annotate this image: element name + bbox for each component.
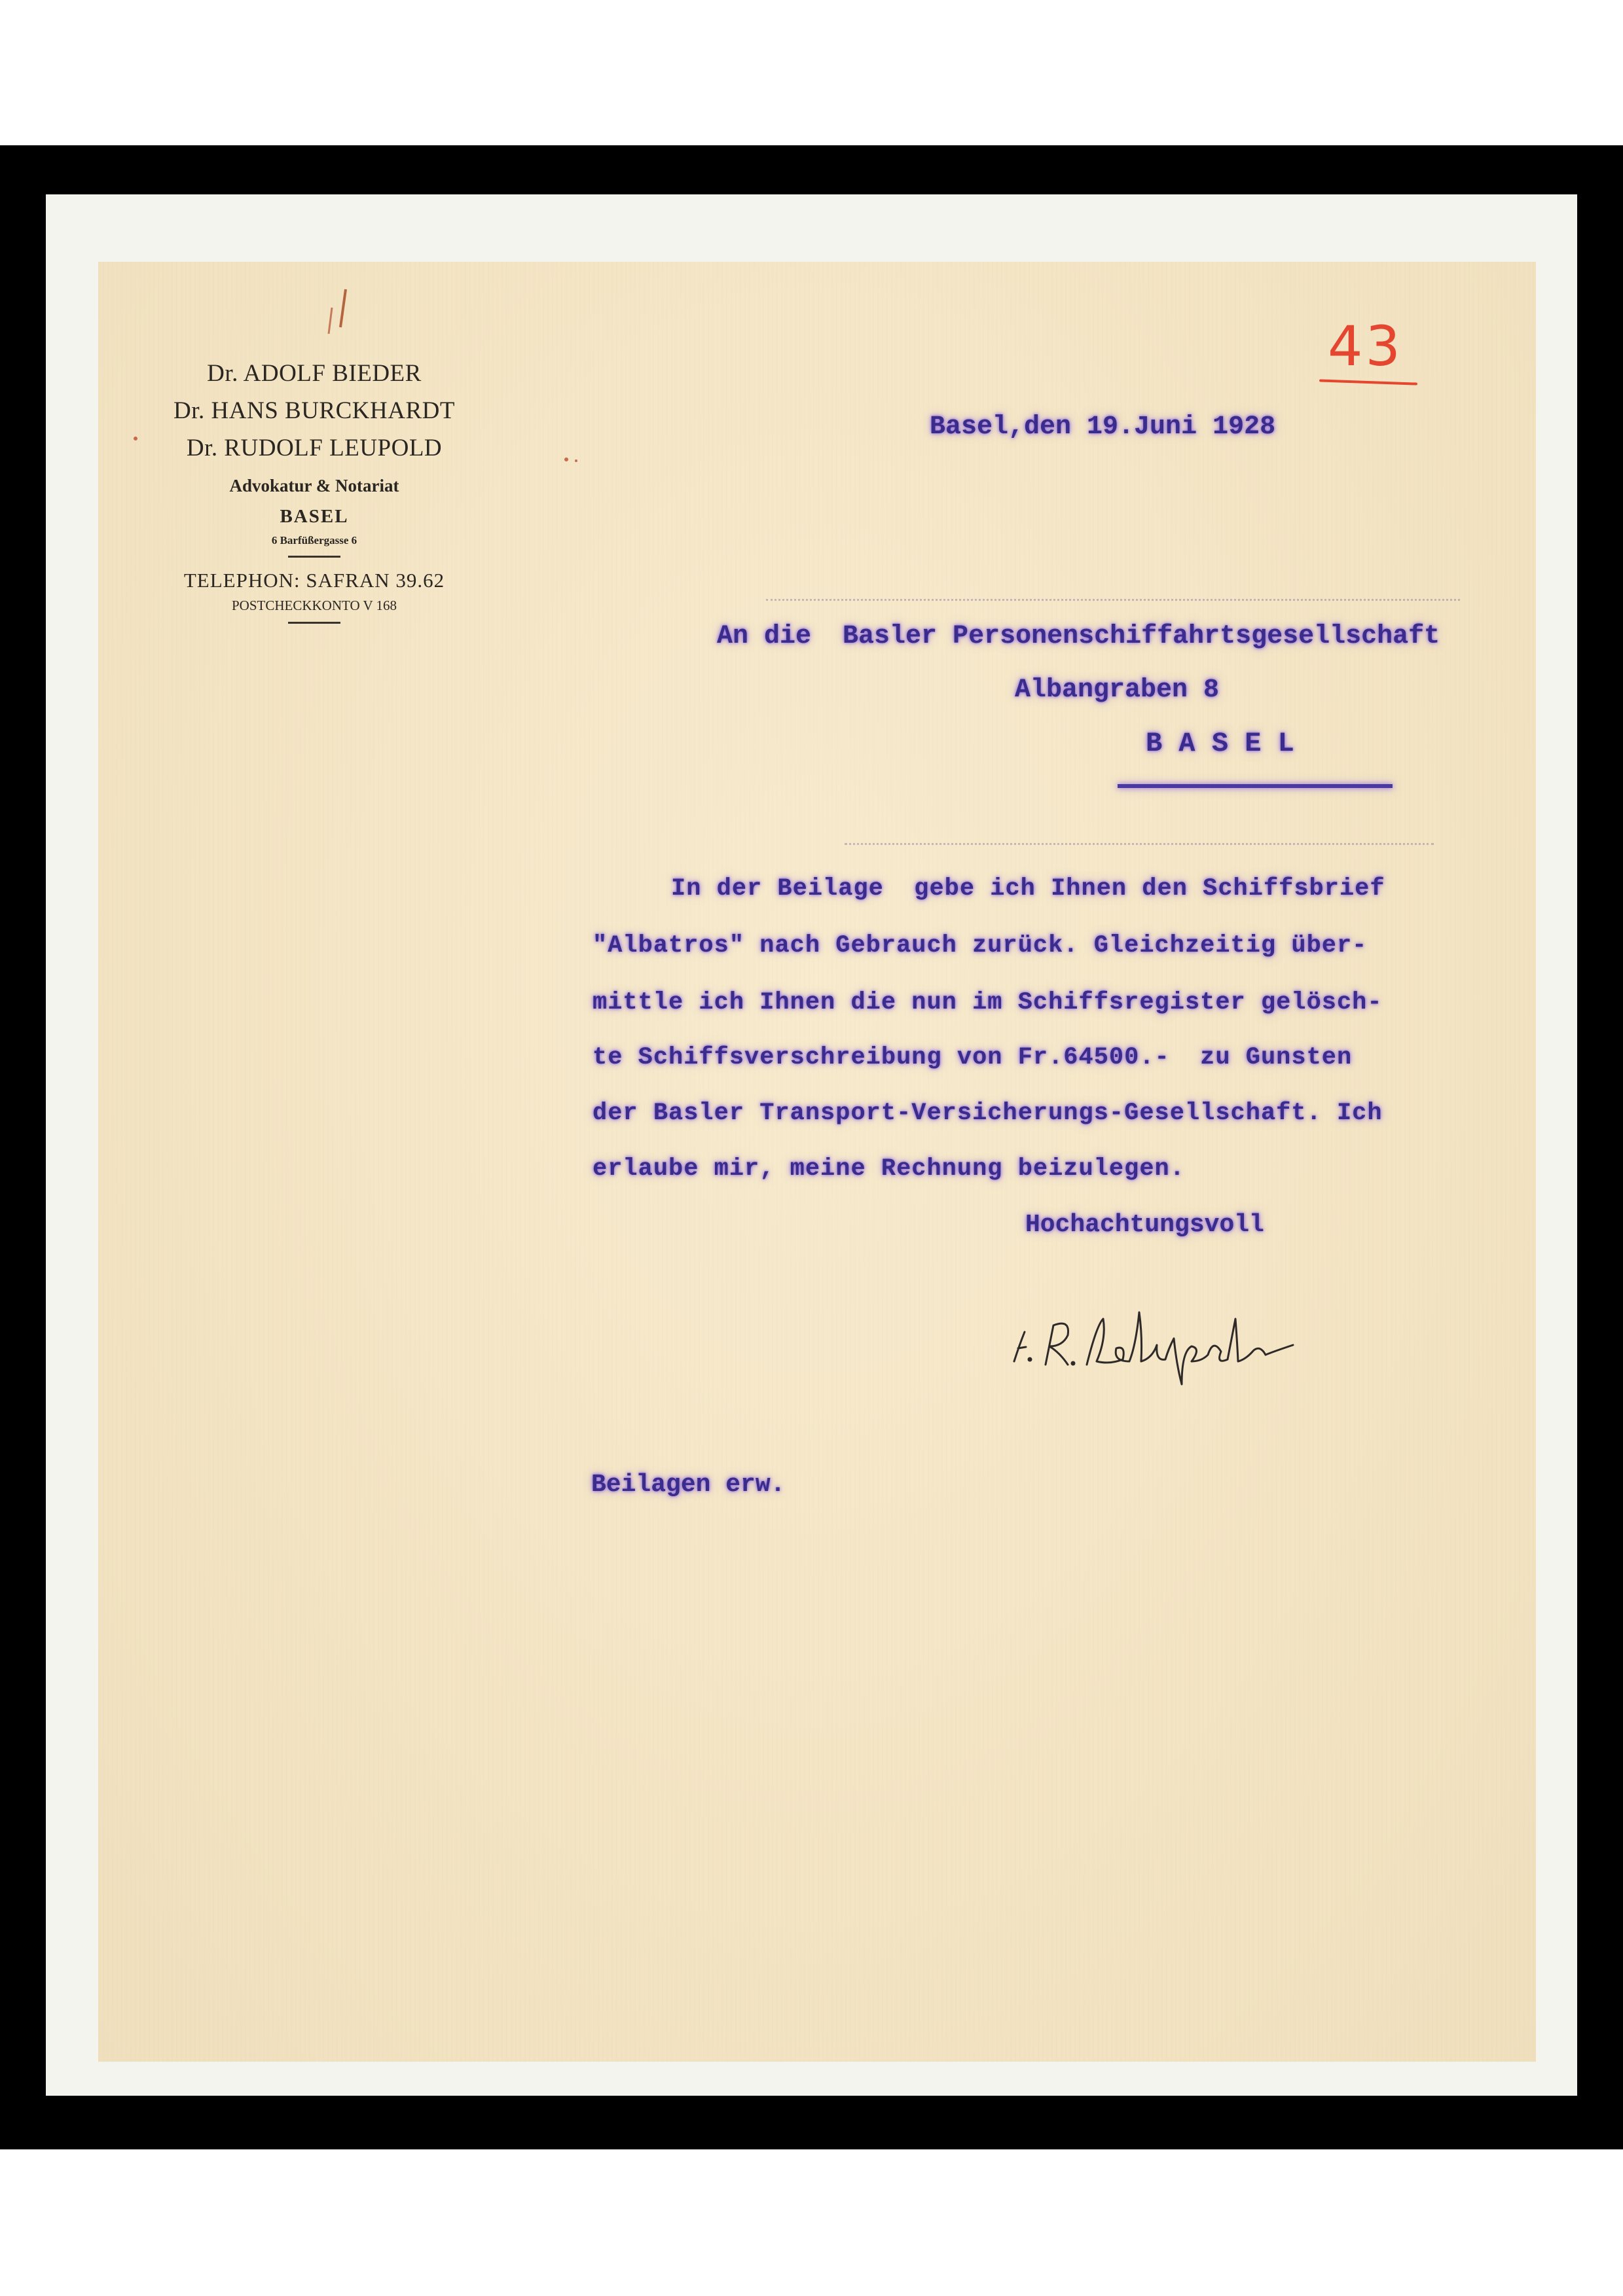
archive-number-underline	[1319, 379, 1417, 385]
letter-paper	[98, 262, 1536, 2062]
dotted-rule	[766, 599, 1460, 601]
rust-spot	[134, 437, 137, 440]
letterhead-city: BASEL	[280, 506, 349, 527]
recipient-company: An die Basler Personenschiffahrtsgesellschaft	[717, 622, 1440, 651]
signature	[1005, 1299, 1306, 1391]
body-line: mittle ich Ihnen die nun im Schiffsregister gelösch-	[593, 989, 1383, 1016]
rust-spot	[564, 457, 568, 461]
letterhead-divider	[288, 622, 340, 624]
letterhead	[144, 355, 484, 633]
letterhead-name: Dr. RUDOLF LEUPOLD	[186, 435, 443, 461]
closing: Hochachtungsvoll	[1025, 1211, 1264, 1239]
letterhead-street: 6 Barfüßergasse 6	[271, 534, 357, 547]
date-line: Basel,den 19.Juni 1928	[930, 412, 1276, 442]
letterhead-telephone: TELEPHON: SAFRAN 39.62	[183, 569, 445, 592]
recipient-street: Albangraben 8	[1015, 675, 1220, 705]
mount-card	[46, 194, 1577, 2096]
archive-number: 43	[1328, 314, 1403, 378]
body-line: In der Beilage gebe ich Ihnen den Schiffsbrief	[671, 875, 1385, 903]
body-line: "Albatros" nach Gebrauch zurück. Gleichzeitig über-	[593, 932, 1368, 960]
letterhead-name: Dr. HANS BURCKHARDT	[173, 397, 455, 424]
letterhead-divider	[288, 556, 340, 558]
recipient-city: B A S E L	[1146, 728, 1294, 759]
letterhead-profession: Advokatur & Notariat	[229, 476, 399, 495]
dotted-rule	[845, 843, 1434, 845]
enclosures-note: Beilagen erw.	[591, 1471, 786, 1499]
body-line: te Schiffsverschreibung von Fr.64500.- zu Gunsten	[593, 1044, 1353, 1071]
letterhead-postcheck: POSTCHECKKONTO V 168	[231, 598, 397, 613]
body-line: der Basler Transport-Versicherungs-Gesellschaft. Ich	[593, 1100, 1383, 1127]
pencil-mark	[340, 289, 346, 327]
body-line: erlaube mir, meine Rechnung beizulegen.	[593, 1155, 1185, 1183]
recipient-underline	[1118, 784, 1393, 788]
rust-spot	[575, 459, 577, 462]
scan-frame	[0, 145, 1623, 2149]
letterhead-name: Dr. ADOLF BIEDER	[207, 360, 422, 387]
pencil-mark	[329, 308, 332, 334]
